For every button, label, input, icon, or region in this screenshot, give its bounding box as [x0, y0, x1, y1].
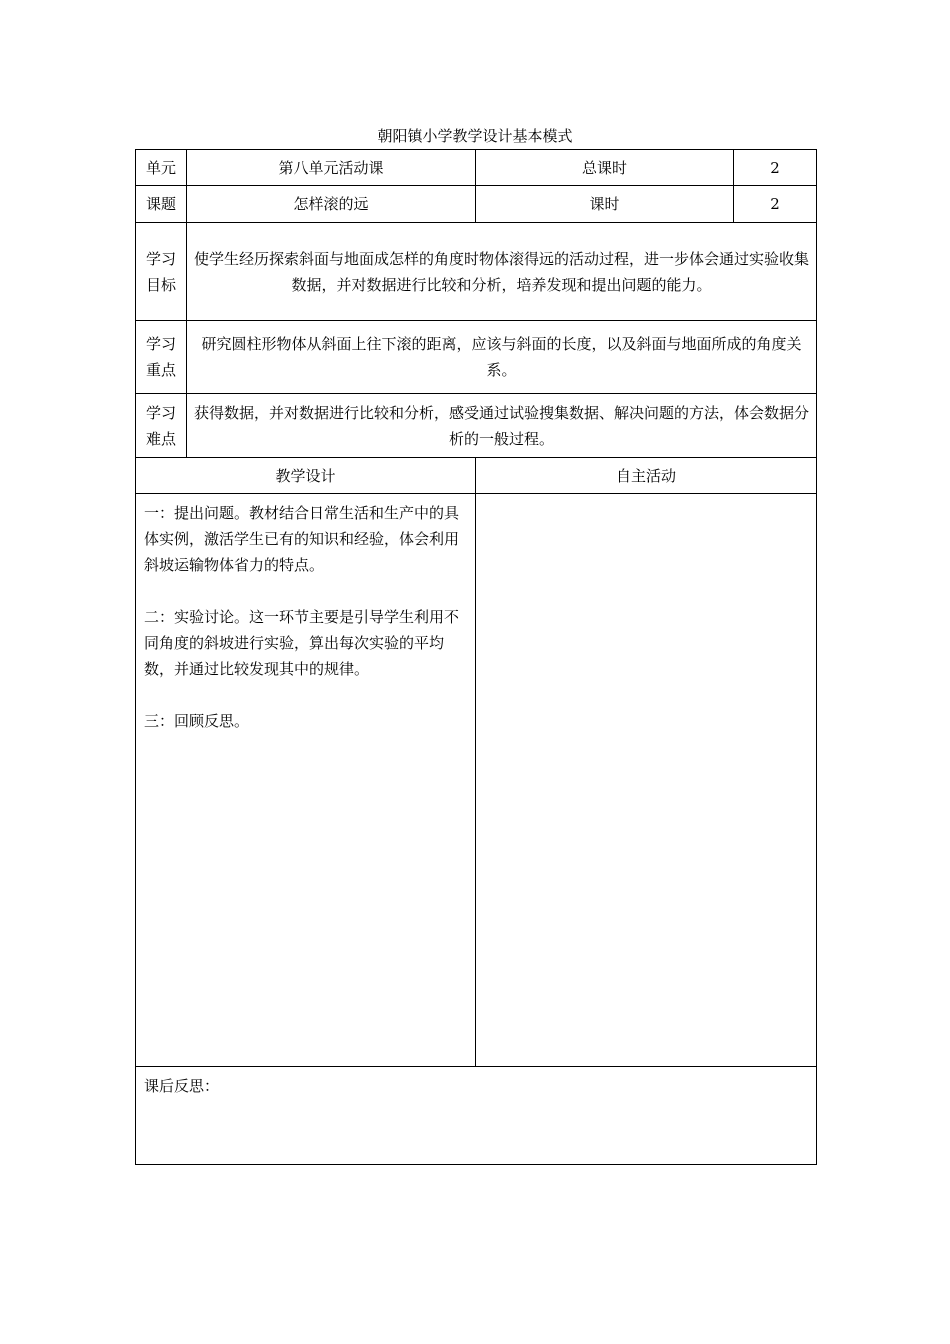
- design-step-1: 一：提出问题。教材结合日常生活和生产中的具体实例，激活学生已有的知识和经验，体会利用斜坡运输物体省力的特点。: [144, 504, 460, 574]
- difficulty-label-line-1: 学习: [145, 403, 176, 422]
- difficulty-row: [136, 394, 817, 458]
- key-text: 研究圆柱形物体从斜面上往下滚的距离，应该与斜面的长度，以及斜面与地面所成的角度关系。: [187, 321, 817, 394]
- design-content: [136, 494, 476, 1067]
- topic-value: 怎样滚的远: [187, 186, 476, 223]
- unit-label: 单元: [136, 150, 187, 186]
- goal-label: [136, 223, 187, 321]
- key-row: [136, 321, 817, 394]
- design-column-header: 教学设计: [136, 458, 476, 494]
- design-step-2: 二：实验讨论。这一环节主要是引导学生利用不同角度的斜坡进行实验，算出每次实验的平均数，并通过比较发现其中的规律。: [144, 608, 460, 678]
- design-step-3: 三：回顾反思。: [144, 712, 250, 730]
- topic-row: [136, 186, 817, 223]
- goal-label-line-1: 学习: [145, 249, 176, 268]
- column-header-row: [136, 458, 817, 494]
- activity-content: [476, 494, 817, 1067]
- lesson-plan-table: [135, 149, 817, 1165]
- reflection-row: [136, 1067, 817, 1165]
- hours-label: 课时: [476, 186, 734, 223]
- goal-row: [136, 223, 817, 321]
- topic-label: 课题: [136, 186, 187, 223]
- unit-row: [136, 150, 817, 186]
- content-row: [136, 494, 817, 1067]
- difficulty-label: [136, 394, 187, 458]
- goal-label-line-2: 目标: [145, 275, 176, 294]
- difficulty-label-line-2: 难点: [145, 429, 176, 448]
- unit-value: 第八单元活动课: [187, 150, 476, 186]
- reflection-cell: [136, 1067, 817, 1165]
- activity-column-header: 自主活动: [476, 458, 817, 494]
- key-label: [136, 321, 187, 394]
- hours-value: 2: [734, 186, 817, 223]
- total-hours-value: 2: [734, 150, 817, 186]
- reflection-label: 课后反思：: [144, 1077, 220, 1095]
- key-label-line-1: 学习: [145, 335, 176, 353]
- difficulty-text: 获得数据，并对数据进行比较和分析，感受通过试验搜集数据、解决问题的方法，体会数据分析的一般过程。: [187, 394, 817, 458]
- key-label-line-2: 重点: [145, 361, 176, 379]
- document-title: 朝阳镇小学教学设计基本模式: [377, 127, 573, 145]
- goal-text: 使学生经历探索斜面与地面成怎样的角度时物体滚得远的活动过程，进一步体会通过实验收集数据，并对数据进行比较和分析，培养发现和提出问题的能力。: [187, 223, 817, 321]
- total-hours-label: 总课时: [476, 150, 734, 186]
